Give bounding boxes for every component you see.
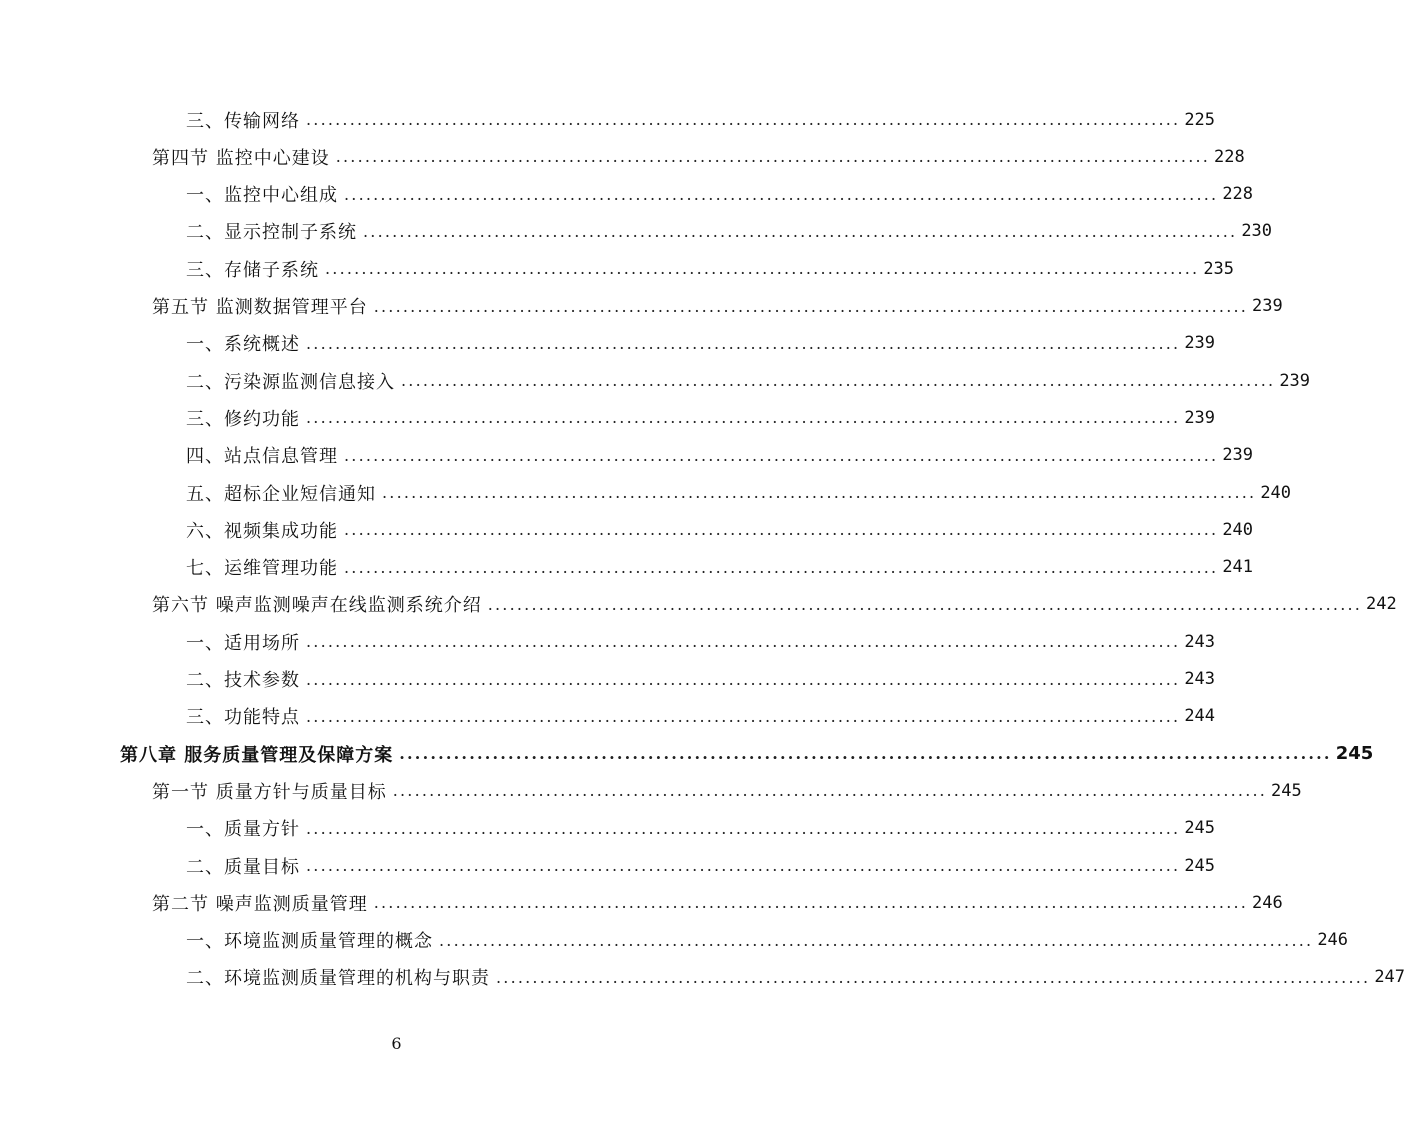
toc-dot-leader: ........................................................................................................................ bbox=[335, 147, 1211, 167]
toc-dot-leader: ........................................................................................................................ bbox=[306, 856, 1181, 875]
toc-entry-page: 239 bbox=[1184, 333, 1216, 354]
toc-entry-page: 245 bbox=[1271, 780, 1302, 801]
toc-entry bbox=[152, 138, 1245, 175]
toc-entry bbox=[186, 325, 1216, 362]
toc-entry-title: 一、监控中心组成 bbox=[186, 185, 338, 207]
toc-dot-leader: ........................................................................................................................ bbox=[401, 371, 1276, 391]
toc-entry-page: 230 bbox=[1241, 221, 1273, 242]
toc-dot-leader: ........................................................................................................................ bbox=[325, 259, 1200, 279]
toc-entry-title: 三、存储子系统 bbox=[186, 259, 319, 281]
toc-entry bbox=[186, 101, 1216, 138]
toc-entry-title: 第五节 监测数据管理平台 bbox=[152, 297, 368, 318]
toc-entry bbox=[186, 810, 1216, 847]
toc-entry bbox=[186, 661, 1216, 698]
toc-dot-leader: ........................................................................................................................ bbox=[344, 445, 1219, 465]
toc-entry bbox=[186, 549, 1254, 586]
toc-entry-title: 七、运维管理功能 bbox=[186, 558, 338, 580]
toc-entry-title: 一、适用场所 bbox=[186, 632, 300, 654]
toc-entry bbox=[186, 362, 1311, 399]
toc-entry-title: 二、污染源监测信息接入 bbox=[186, 371, 395, 393]
toc-entry bbox=[186, 698, 1216, 735]
toc-entry-page: 243 bbox=[1184, 631, 1216, 652]
toc-entry bbox=[186, 250, 1235, 287]
toc-dot-leader: ........................................................................................................................ bbox=[487, 594, 1363, 614]
toc-entry-page: 245 bbox=[1184, 818, 1216, 839]
toc-entry bbox=[152, 288, 1283, 325]
toc-dot-leader: ........................................................................................................................ bbox=[344, 520, 1219, 540]
toc-entry-page: 247 bbox=[1374, 967, 1405, 988]
toc-entry-title: 四、站点信息管理 bbox=[186, 446, 338, 468]
toc-entry bbox=[152, 586, 1397, 623]
toc-entry-title: 二、质量目标 bbox=[186, 856, 300, 878]
toc-entry-title: 第一节 质量方针与质量目标 bbox=[152, 781, 387, 803]
toc-entry bbox=[186, 474, 1292, 511]
toc-entry-title: 一、环境监测质量管理的概念 bbox=[186, 931, 433, 953]
toc-entry bbox=[186, 922, 1349, 959]
toc-entry-page: 246 bbox=[1317, 930, 1349, 951]
toc-entry-title: 一、系统概述 bbox=[186, 334, 300, 356]
toc-dot-leader: ........................................................................................................................ bbox=[306, 333, 1181, 353]
toc-dot-leader: ........................................................................................................................ bbox=[306, 818, 1181, 838]
toc-dot-leader: ........................................................................................................................ bbox=[373, 296, 1249, 316]
toc-dot-leader: ........................................................................................................................ bbox=[496, 967, 1371, 987]
toc-entry bbox=[120, 735, 1374, 772]
toc-entry-title: 二、环境监测质量管理的机构与职责 bbox=[186, 968, 490, 990]
toc-entry bbox=[186, 511, 1254, 548]
toc-entry-title: 二、技术参数 bbox=[186, 670, 300, 691]
toc-entry-page: 242 bbox=[1366, 594, 1397, 615]
toc-dot-leader: ........................................................................................................................ bbox=[392, 781, 1268, 801]
toc-entry-page: 240 bbox=[1260, 482, 1292, 503]
toc-entry-page: 239 bbox=[1222, 445, 1254, 466]
toc-entry-page: 228 bbox=[1222, 184, 1254, 205]
toc-entry-title: 第六节 噪声监测噪声在线监测系统介绍 bbox=[152, 595, 482, 617]
toc-entry-title: 二、显示控制子系统 bbox=[186, 222, 357, 244]
toc-entry-page: 245 bbox=[1184, 855, 1216, 876]
toc-entry-page: 235 bbox=[1203, 258, 1235, 279]
toc-dot-leader: ........................................................................................................................ bbox=[306, 632, 1181, 652]
toc-entry-title: 三、传输网络 bbox=[186, 110, 300, 132]
toc-entry-page: 239 bbox=[1252, 296, 1283, 316]
toc-entry-page: 245 bbox=[1335, 743, 1374, 765]
toc-entry-page: 239 bbox=[1279, 370, 1311, 391]
toc-entry-page: 239 bbox=[1184, 407, 1216, 428]
toc-entry bbox=[186, 176, 1254, 213]
toc-dot-leader: ........................................................................................................................ bbox=[382, 483, 1257, 502]
toc-entry-title: 五、超标企业短信通知 bbox=[186, 483, 376, 505]
toc-dot-leader: ........................................................................................................................ bbox=[344, 557, 1219, 577]
toc-entry bbox=[186, 959, 1405, 996]
toc-entry-title: 第八章 服务质量管理及保障方案 bbox=[120, 744, 394, 766]
toc-entry bbox=[186, 399, 1216, 436]
toc-entry-page: 240 bbox=[1222, 519, 1254, 540]
toc-entry-page: 228 bbox=[1214, 146, 1245, 167]
toc-entry-title: 第四节 监控中心建设 bbox=[152, 147, 330, 169]
toc-dot-leader: ........................................................................................................................ bbox=[373, 893, 1249, 913]
page-number: 6 bbox=[391, 1034, 402, 1053]
toc-entry-title: 三、修约功能 bbox=[186, 408, 300, 430]
toc-entry bbox=[186, 437, 1254, 474]
toc-entry-page: 246 bbox=[1252, 892, 1283, 913]
toc-dot-leader: ........................................................................................................................ bbox=[344, 184, 1219, 204]
toc-entry-title: 三、功能特点 bbox=[186, 707, 300, 729]
toc-entry bbox=[152, 884, 1283, 921]
toc-entry bbox=[186, 847, 1216, 884]
toc-entry bbox=[186, 623, 1216, 660]
toc-entry-page: 241 bbox=[1222, 557, 1254, 578]
toc-entry-page: 225 bbox=[1184, 109, 1216, 130]
toc-entry-page: 243 bbox=[1184, 669, 1216, 689]
toc-entry-title: 六、视频集成功能 bbox=[186, 520, 338, 542]
toc-dot-leader: ........................................................................................................................ bbox=[363, 221, 1238, 241]
toc-dot-leader: ........................................................................................................................ bbox=[439, 930, 1314, 950]
toc-entry-page: 244 bbox=[1184, 706, 1216, 727]
toc-dot-leader: ........................................................................................................................ bbox=[306, 110, 1181, 129]
toc-dot-leader: ........................................................................................................................ bbox=[306, 669, 1181, 689]
toc-dot-leader: ........................................................................................................................ bbox=[399, 744, 1332, 764]
toc-entry bbox=[186, 213, 1273, 250]
toc-dot-leader: ........................................................................................................................ bbox=[306, 706, 1181, 726]
toc-entry-title: 第二节 噪声监测质量管理 bbox=[152, 893, 368, 915]
toc-entry-title: 一、质量方针 bbox=[186, 819, 300, 841]
toc-dot-leader: ........................................................................................................................ bbox=[306, 408, 1181, 428]
toc-entry bbox=[152, 772, 1302, 809]
